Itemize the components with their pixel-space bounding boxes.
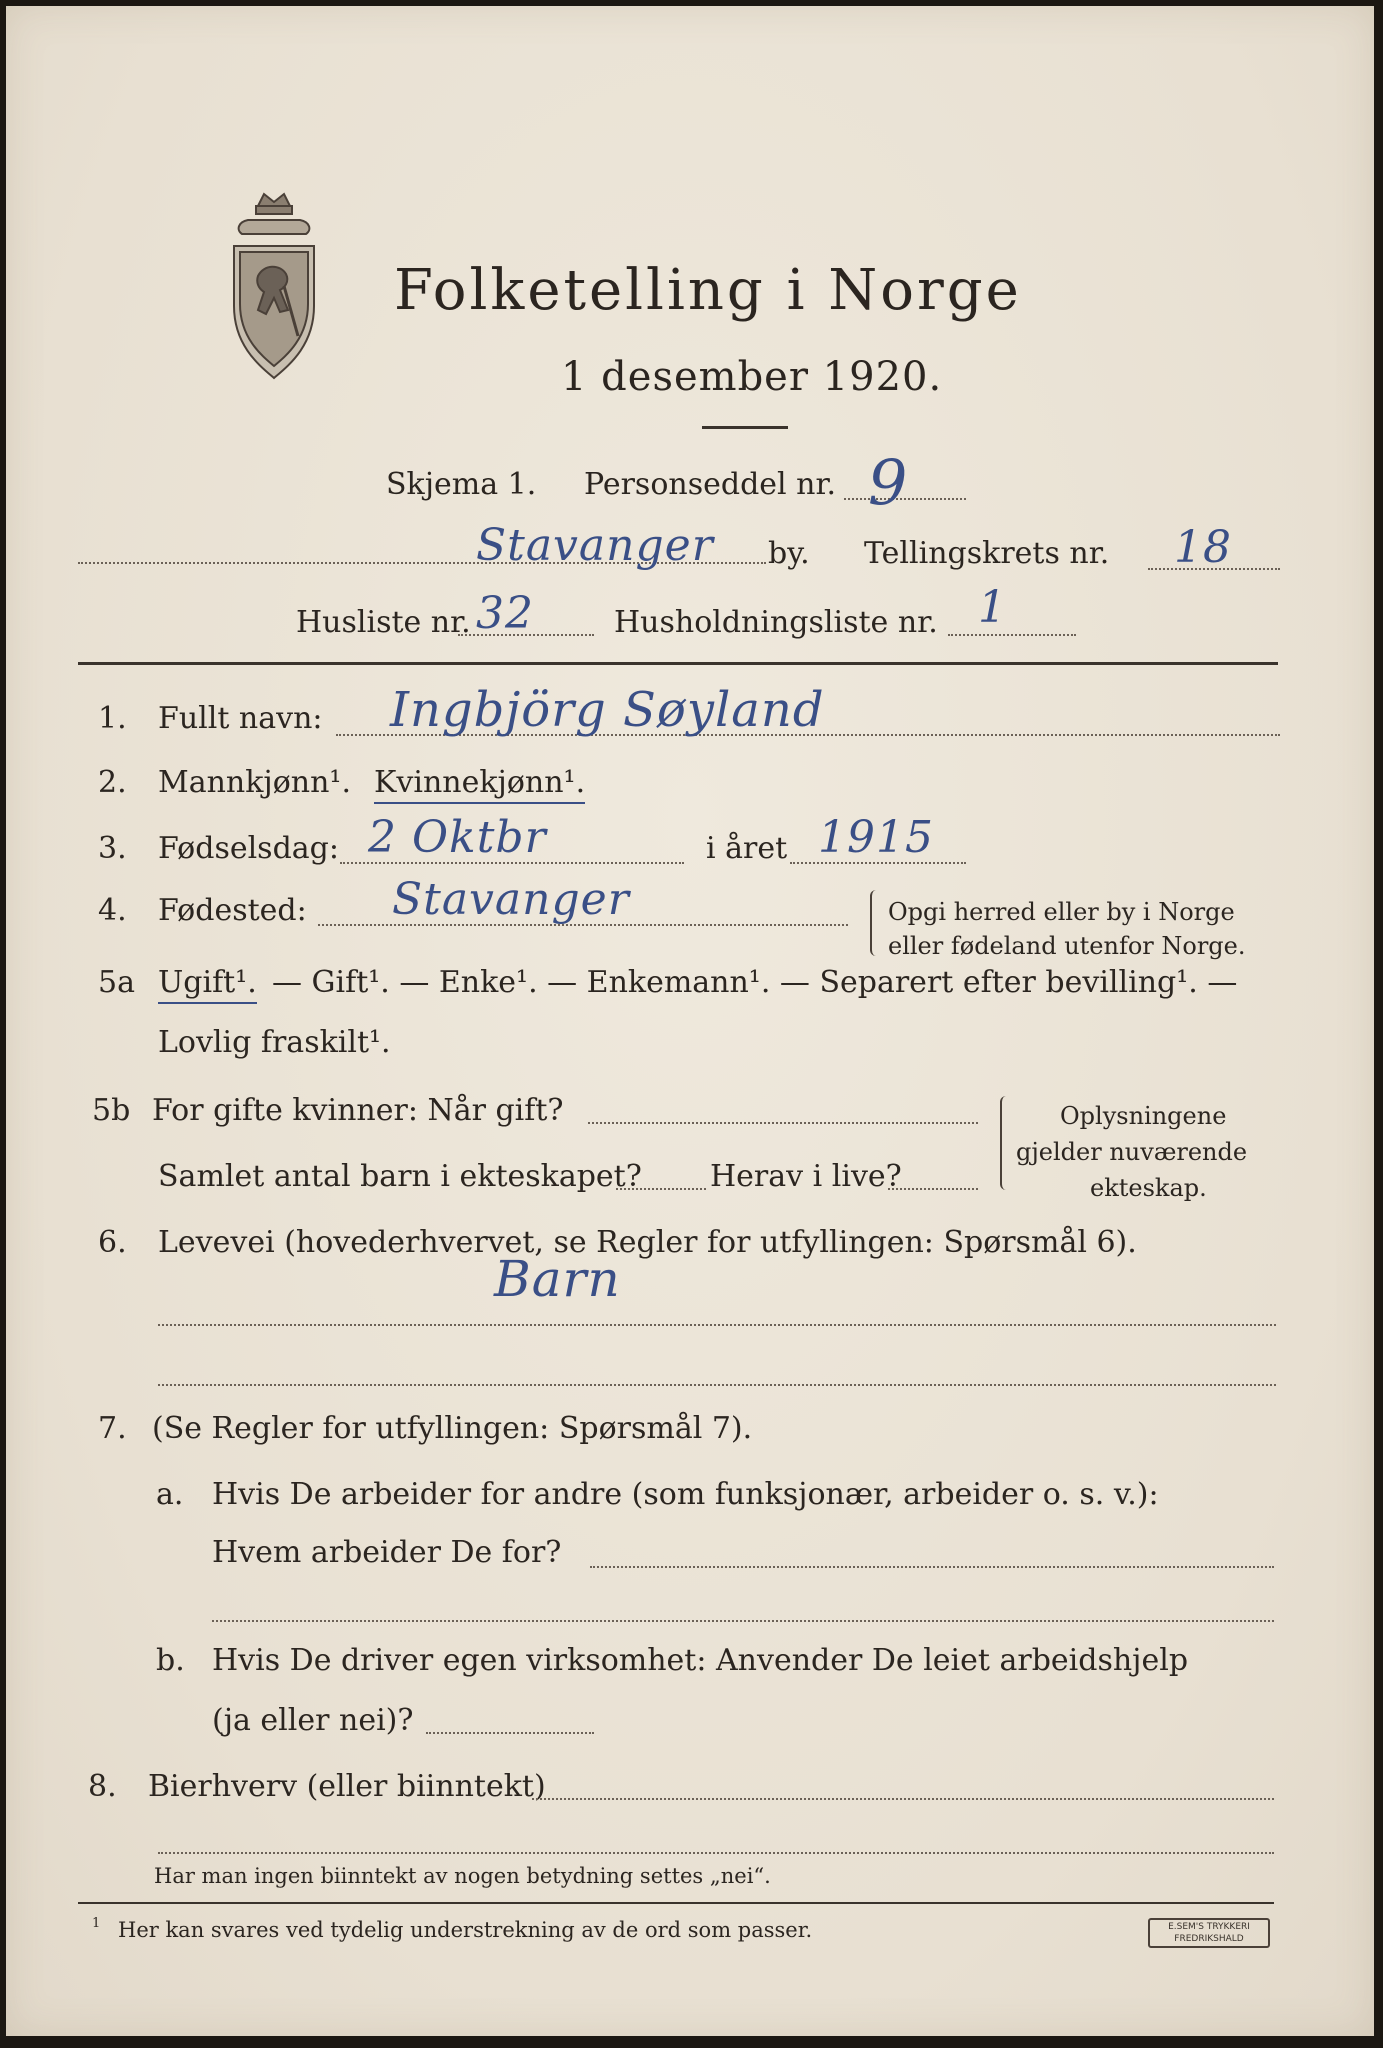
footnote-mark: 1 [92, 1916, 101, 1931]
q5b-note-line2: gjelder nuværende [1016, 1138, 1248, 1166]
coat-of-arms-icon [228, 186, 320, 386]
header-separator [78, 662, 1278, 665]
by-label: by. [768, 536, 810, 571]
q4-value: Stavanger [392, 874, 630, 925]
q5a-options: — Gift¹. — Enke¹. — Enkemann¹. — Separert efter bevilling¹. — [272, 965, 1238, 1000]
q5b-children-field [616, 1188, 706, 1190]
q7-number: 7. [98, 1411, 127, 1446]
printer-stamp [1148, 1918, 1270, 1948]
q7a-text: Hvis De arbeider for andre (som funksjonær, arbeider o. s. v.): [212, 1477, 1159, 1512]
city-value: Stavanger [476, 520, 714, 571]
q1-number: 1. [98, 701, 127, 736]
q4-label: Fødested: [158, 893, 307, 928]
husliste-label: Husliste nr. [296, 605, 471, 640]
husholdning-label: Husholdningsliste nr. [614, 605, 938, 640]
personseddel-label: Personseddel nr. [584, 467, 837, 502]
q1-label: Fullt navn: [158, 701, 323, 736]
personseddel-value: 9 [868, 446, 909, 519]
tellingskrets-label: Tellingskrets nr. [864, 536, 1110, 571]
q5b-when-field [588, 1122, 978, 1124]
husholdning-value: 1 [978, 582, 1007, 633]
q5b-label-children: Samlet antal barn i ekteskapet? [158, 1159, 642, 1194]
q6-number: 6. [98, 1225, 127, 1260]
q2-kvinne-underlined: Kvinnekjønn¹. [374, 768, 585, 804]
q3-value: 2 Oktbr [368, 812, 547, 863]
title-divider [702, 426, 788, 429]
q2-mann: Mannkjønn¹. [158, 765, 351, 800]
printer-name: E.SEM'S TRYKKERI [1168, 1922, 1250, 1932]
q5b-label-alive: Herav i live? [710, 1159, 902, 1194]
q6-field-line1 [158, 1324, 1276, 1326]
q7a-field [590, 1566, 1274, 1568]
q5a-ugift-underlined: Ugift¹. [158, 968, 257, 1004]
q3-year-value: 1915 [818, 812, 934, 863]
q7b-number: b. [156, 1643, 185, 1678]
tellingskrets-value: 18 [1174, 522, 1232, 573]
footnote-text: Her kan svares ved tydelig understrekning av de ord som passer. [118, 1918, 813, 1942]
q7b-text: Hvis De driver egen virksomhet: Anvender De leiet arbeidshjelp [212, 1643, 1189, 1678]
printer-city: FREDRIKSHALD [1174, 1934, 1244, 1944]
q6-field-line2 [158, 1384, 1276, 1386]
q5b-note-line3: ekteskap. [1090, 1174, 1207, 1202]
q5a-number: 5a [98, 965, 135, 1000]
q8-field [532, 1798, 1274, 1800]
husholdning-field [948, 634, 1076, 636]
q8-number: 8. [88, 1769, 117, 1804]
q5b-note-line1: Oplysningene [1060, 1102, 1227, 1130]
q4-number: 4. [98, 893, 127, 928]
q4-note-line1: Opgi herred eller by i Norge [888, 898, 1235, 926]
husliste-value: 32 [476, 588, 534, 639]
q2-number: 2. [98, 765, 127, 800]
q8-label: Bierhverv (eller biinntekt) [148, 1769, 546, 1804]
q3-year-label: i året [706, 831, 788, 866]
q6-value: Barn [494, 1250, 621, 1308]
q4-note-brace [870, 890, 878, 956]
q8-field-extra [158, 1852, 1274, 1854]
q5b-label-when-married: For gifte kvinner: Når gift? [152, 1093, 564, 1128]
no-income-note: Har man ingen biinntekt av nogen betydning settes „nei“. [154, 1864, 771, 1888]
q5b-note-brace [1000, 1096, 1008, 1190]
q5a-line2: Lovlig fraskilt¹. [158, 1025, 391, 1060]
form-title: Folketelling i Norge [394, 258, 1022, 323]
footer-separator [78, 1902, 1274, 1904]
q4-note-line2: eller fødeland utenfor Norge. [888, 932, 1246, 960]
census-form-page [6, 6, 1374, 2036]
q7a-number: a. [156, 1477, 184, 1512]
q7a-text2: Hvem arbeider De for? [212, 1535, 562, 1570]
q7-label: (Se Regler for utfyllingen: Spørsmål 7). [152, 1411, 753, 1446]
q7b-text2: (ja eller nei)? [212, 1703, 414, 1738]
q6-label: Levevei (hovederhvervet, se Regler for utfyllingen: Spørsmål 6). [158, 1225, 1137, 1260]
q3-number: 3. [98, 831, 127, 866]
q1-value: Ingbjörg Søyland [390, 682, 825, 738]
form-date: 1 desember 1920. [561, 354, 943, 400]
q5b-alive-field [888, 1188, 978, 1190]
q7a-field-extra [212, 1620, 1274, 1622]
q7b-field [426, 1732, 594, 1734]
q3-label: Fødselsdag: [158, 831, 339, 866]
q5b-number: 5b [92, 1093, 131, 1128]
skjema-label: Skjema 1. [386, 467, 537, 502]
